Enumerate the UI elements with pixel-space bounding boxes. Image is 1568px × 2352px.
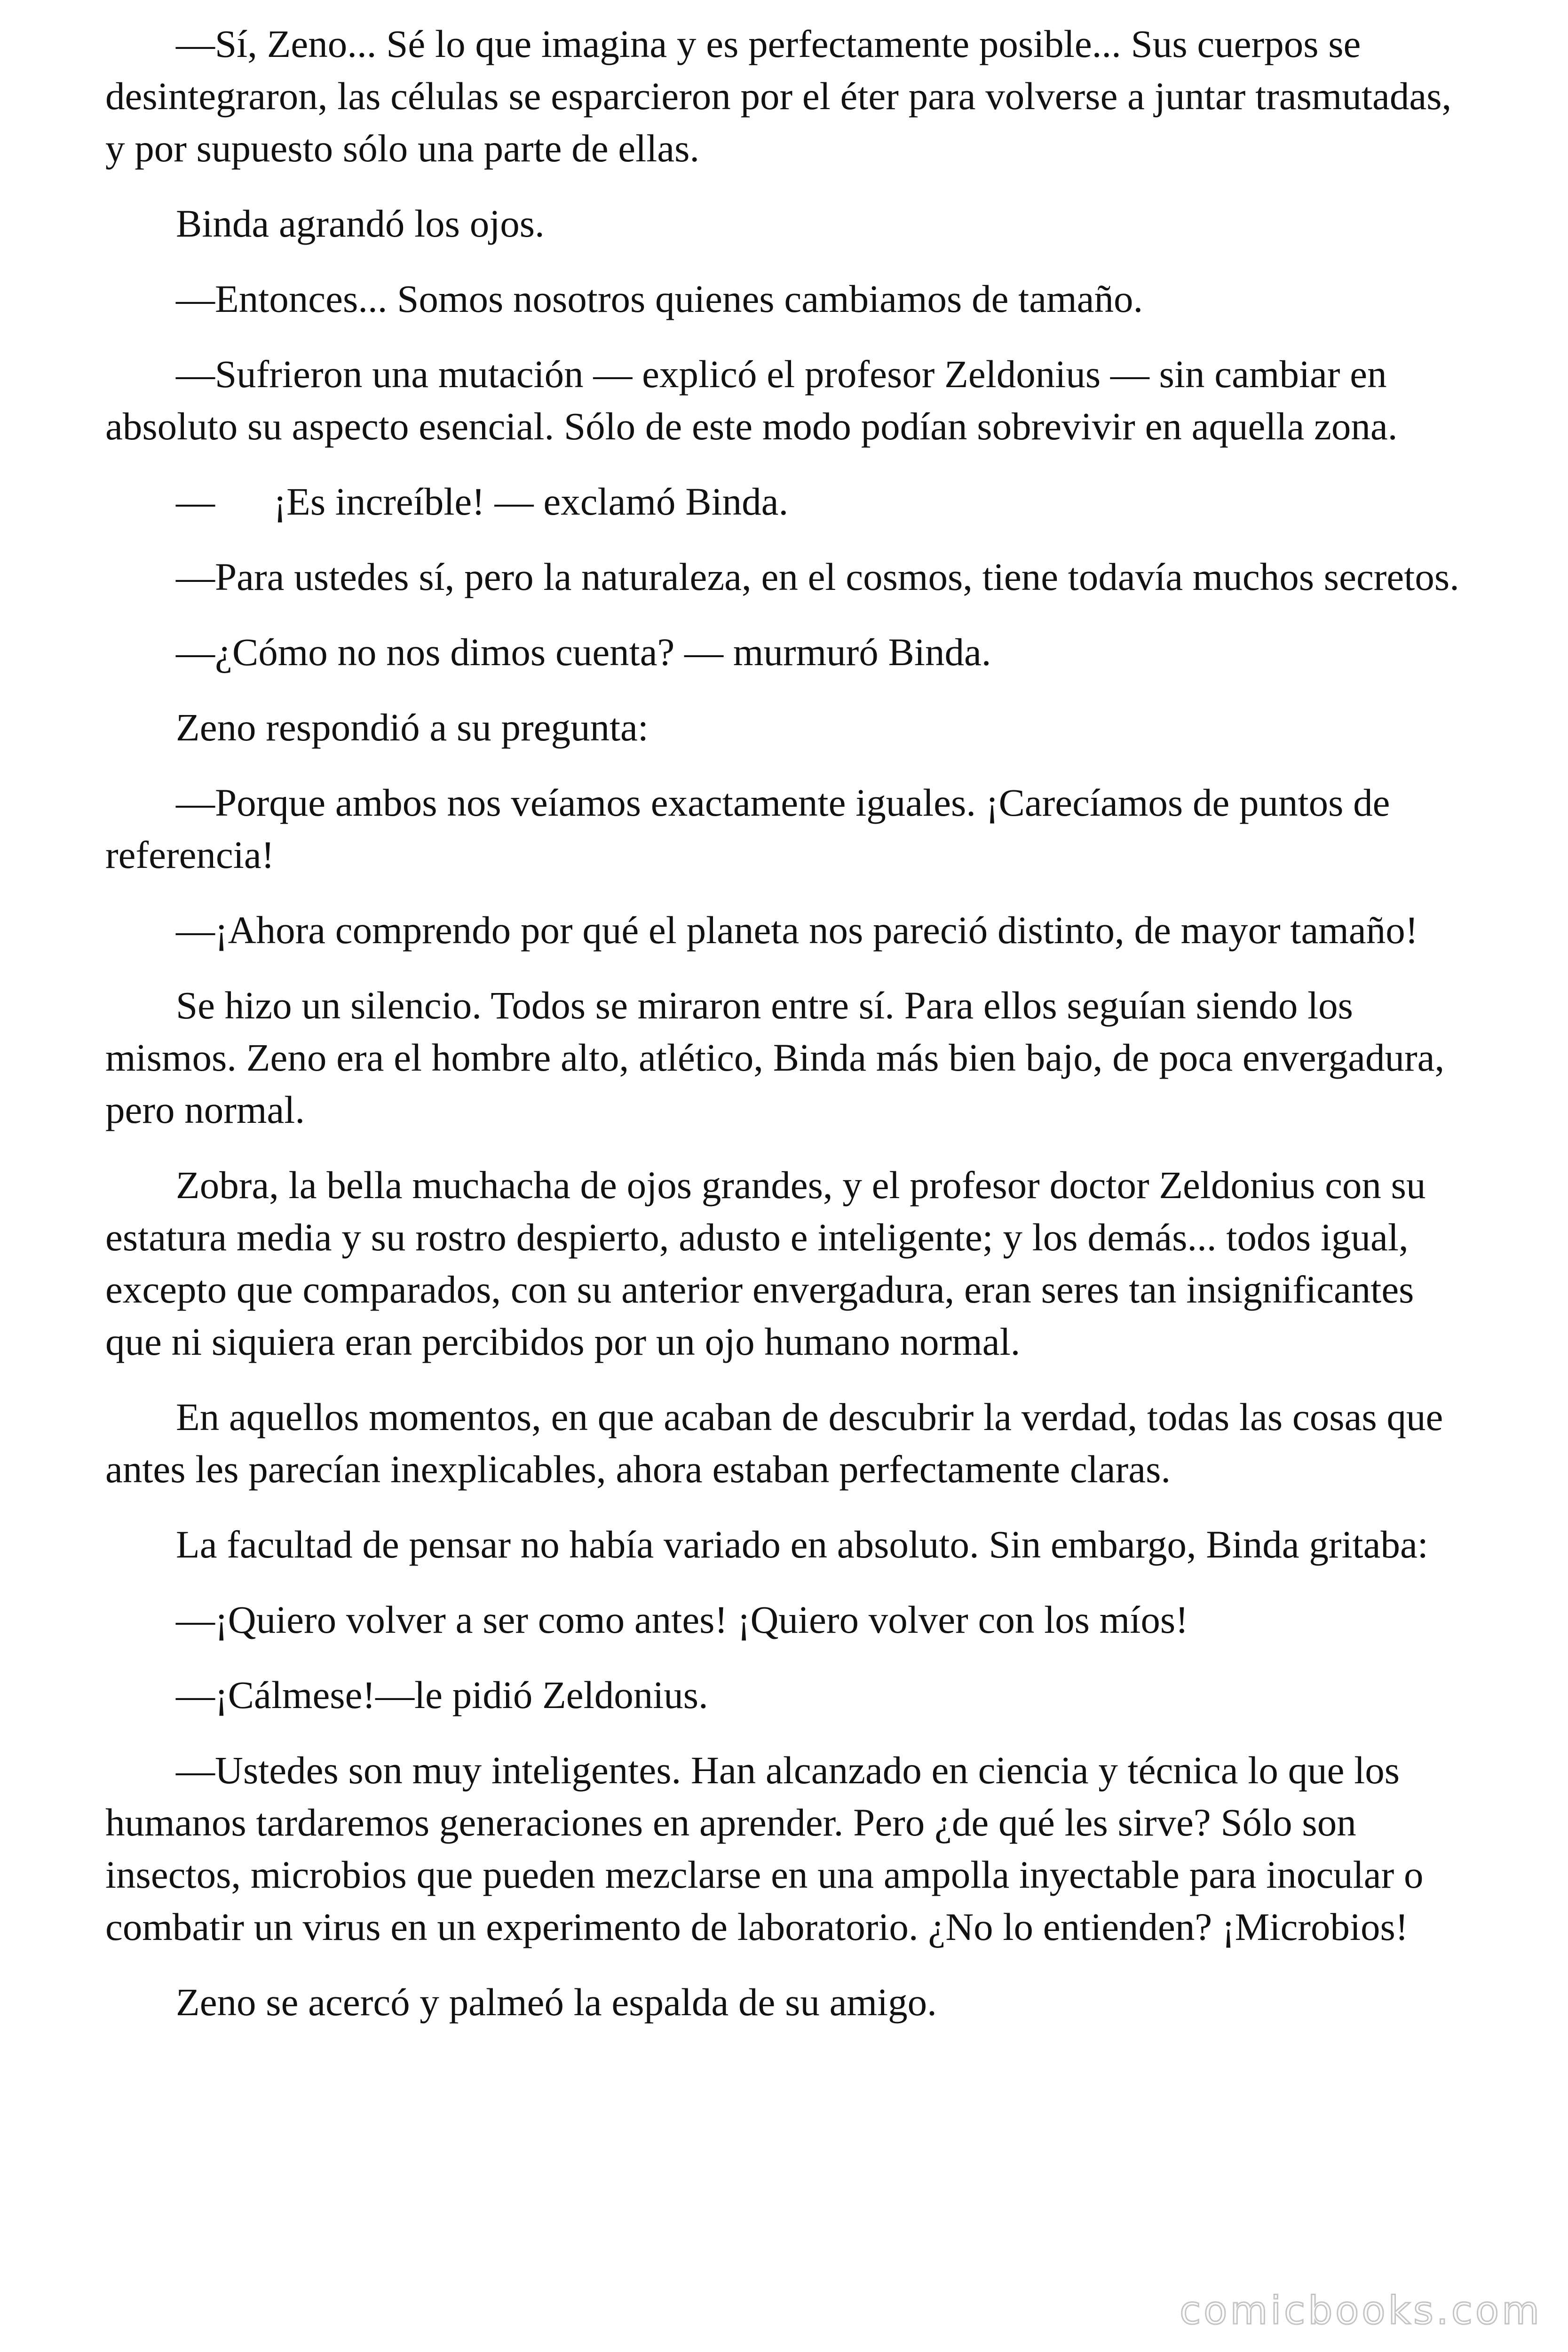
paragraph: —¡Ahora comprendo por qué el planeta nos pareció distinto, de mayor tamaño!: [176, 908, 1418, 952]
paragraph: —Porque ambos nos veíamos exactamente iguales. ¡Carecíamos de puntos de referencia!: [105, 781, 1390, 876]
paragraph: —¡Cálmese!—le pidió Zeldonius.: [176, 1673, 708, 1716]
paragraph: La facultad de pensar no había variado en absoluto. Sin embargo, Binda gritaba:: [176, 1523, 1428, 1566]
paragraph: — ¡Es increíble! — exclamó Binda.: [176, 480, 789, 523]
paragraph: En aquellos momentos, en que acaban de descubrir la verdad, todas las cosas que antes les parecían inexplicables, ahora estaban perfectamente claras.: [105, 1395, 1443, 1491]
paragraph: —Sí, Zeno... Sé lo que imagina y es perfectamente posible... Sus cuerpos se desintegraron, las células se esparcieron por el éter para volverse a juntar trasmutadas, y por supuesto sólo una parte de ellas.: [105, 22, 1452, 170]
paragraph: —Para ustedes sí, pero la naturaleza, en el cosmos, tiene todavía muchos secretos.: [176, 555, 1459, 598]
paragraph: Zeno respondió a su pregunta:: [176, 706, 649, 749]
paragraph: Zeno se acercó y palmeó la espalda de su amigo.: [176, 1980, 937, 2024]
document-page: [105, 18, 1469, 2051]
watermark: comicbooks.com: [1180, 2288, 1542, 2333]
paragraph: Zobra, la bella muchacha de ojos grandes, y el profesor doctor Zeldonius con su estatura media y su rostro despierto, adusto e inteligente; y los demás... todos igual, excepto que comparados, con su anterior envergadura, eran seres tan insignificantes que ni siquiera eran percibidos por un ojo humano normal.: [105, 1163, 1426, 1363]
paragraph: —Entonces... Somos nosotros quienes cambiamos de tamaño.: [176, 277, 1143, 320]
paragraph: Se hizo un silencio. Todos se miraron entre sí. Para ellos seguían siendo los mismos. Zeno era el hombre alto, atlético, Binda más bien bajo, de poca envergadura, pero normal.: [105, 984, 1445, 1131]
paragraph: —Ustedes son muy inteligentes. Han alcanzado en ciencia y técnica lo que los humanos tardaremos generaciones en aprender. Pero ¿de qué les sirve? Sólo son insectos, microbios que pueden mezclarse en una ampolla inyectable para inocular o combatir un virus en un experimento de laboratorio. ¿No lo entienden? ¡Microbios!: [105, 1748, 1424, 1948]
paragraph: —Sufrieron una mutación — explicó el profesor Zeldonius — sin cambiar en absoluto su aspecto esencial. Sólo de este modo podían sobrevivir en aquella zona.: [105, 352, 1398, 448]
paragraph: —¡Quiero volver a ser como antes! ¡Quiero volver con los míos!: [176, 1598, 1188, 1641]
paragraph: Binda agrandó los ojos.: [176, 202, 545, 245]
paragraph: —¿Cómo no nos dimos cuenta? — murmuró Binda.: [176, 630, 991, 674]
